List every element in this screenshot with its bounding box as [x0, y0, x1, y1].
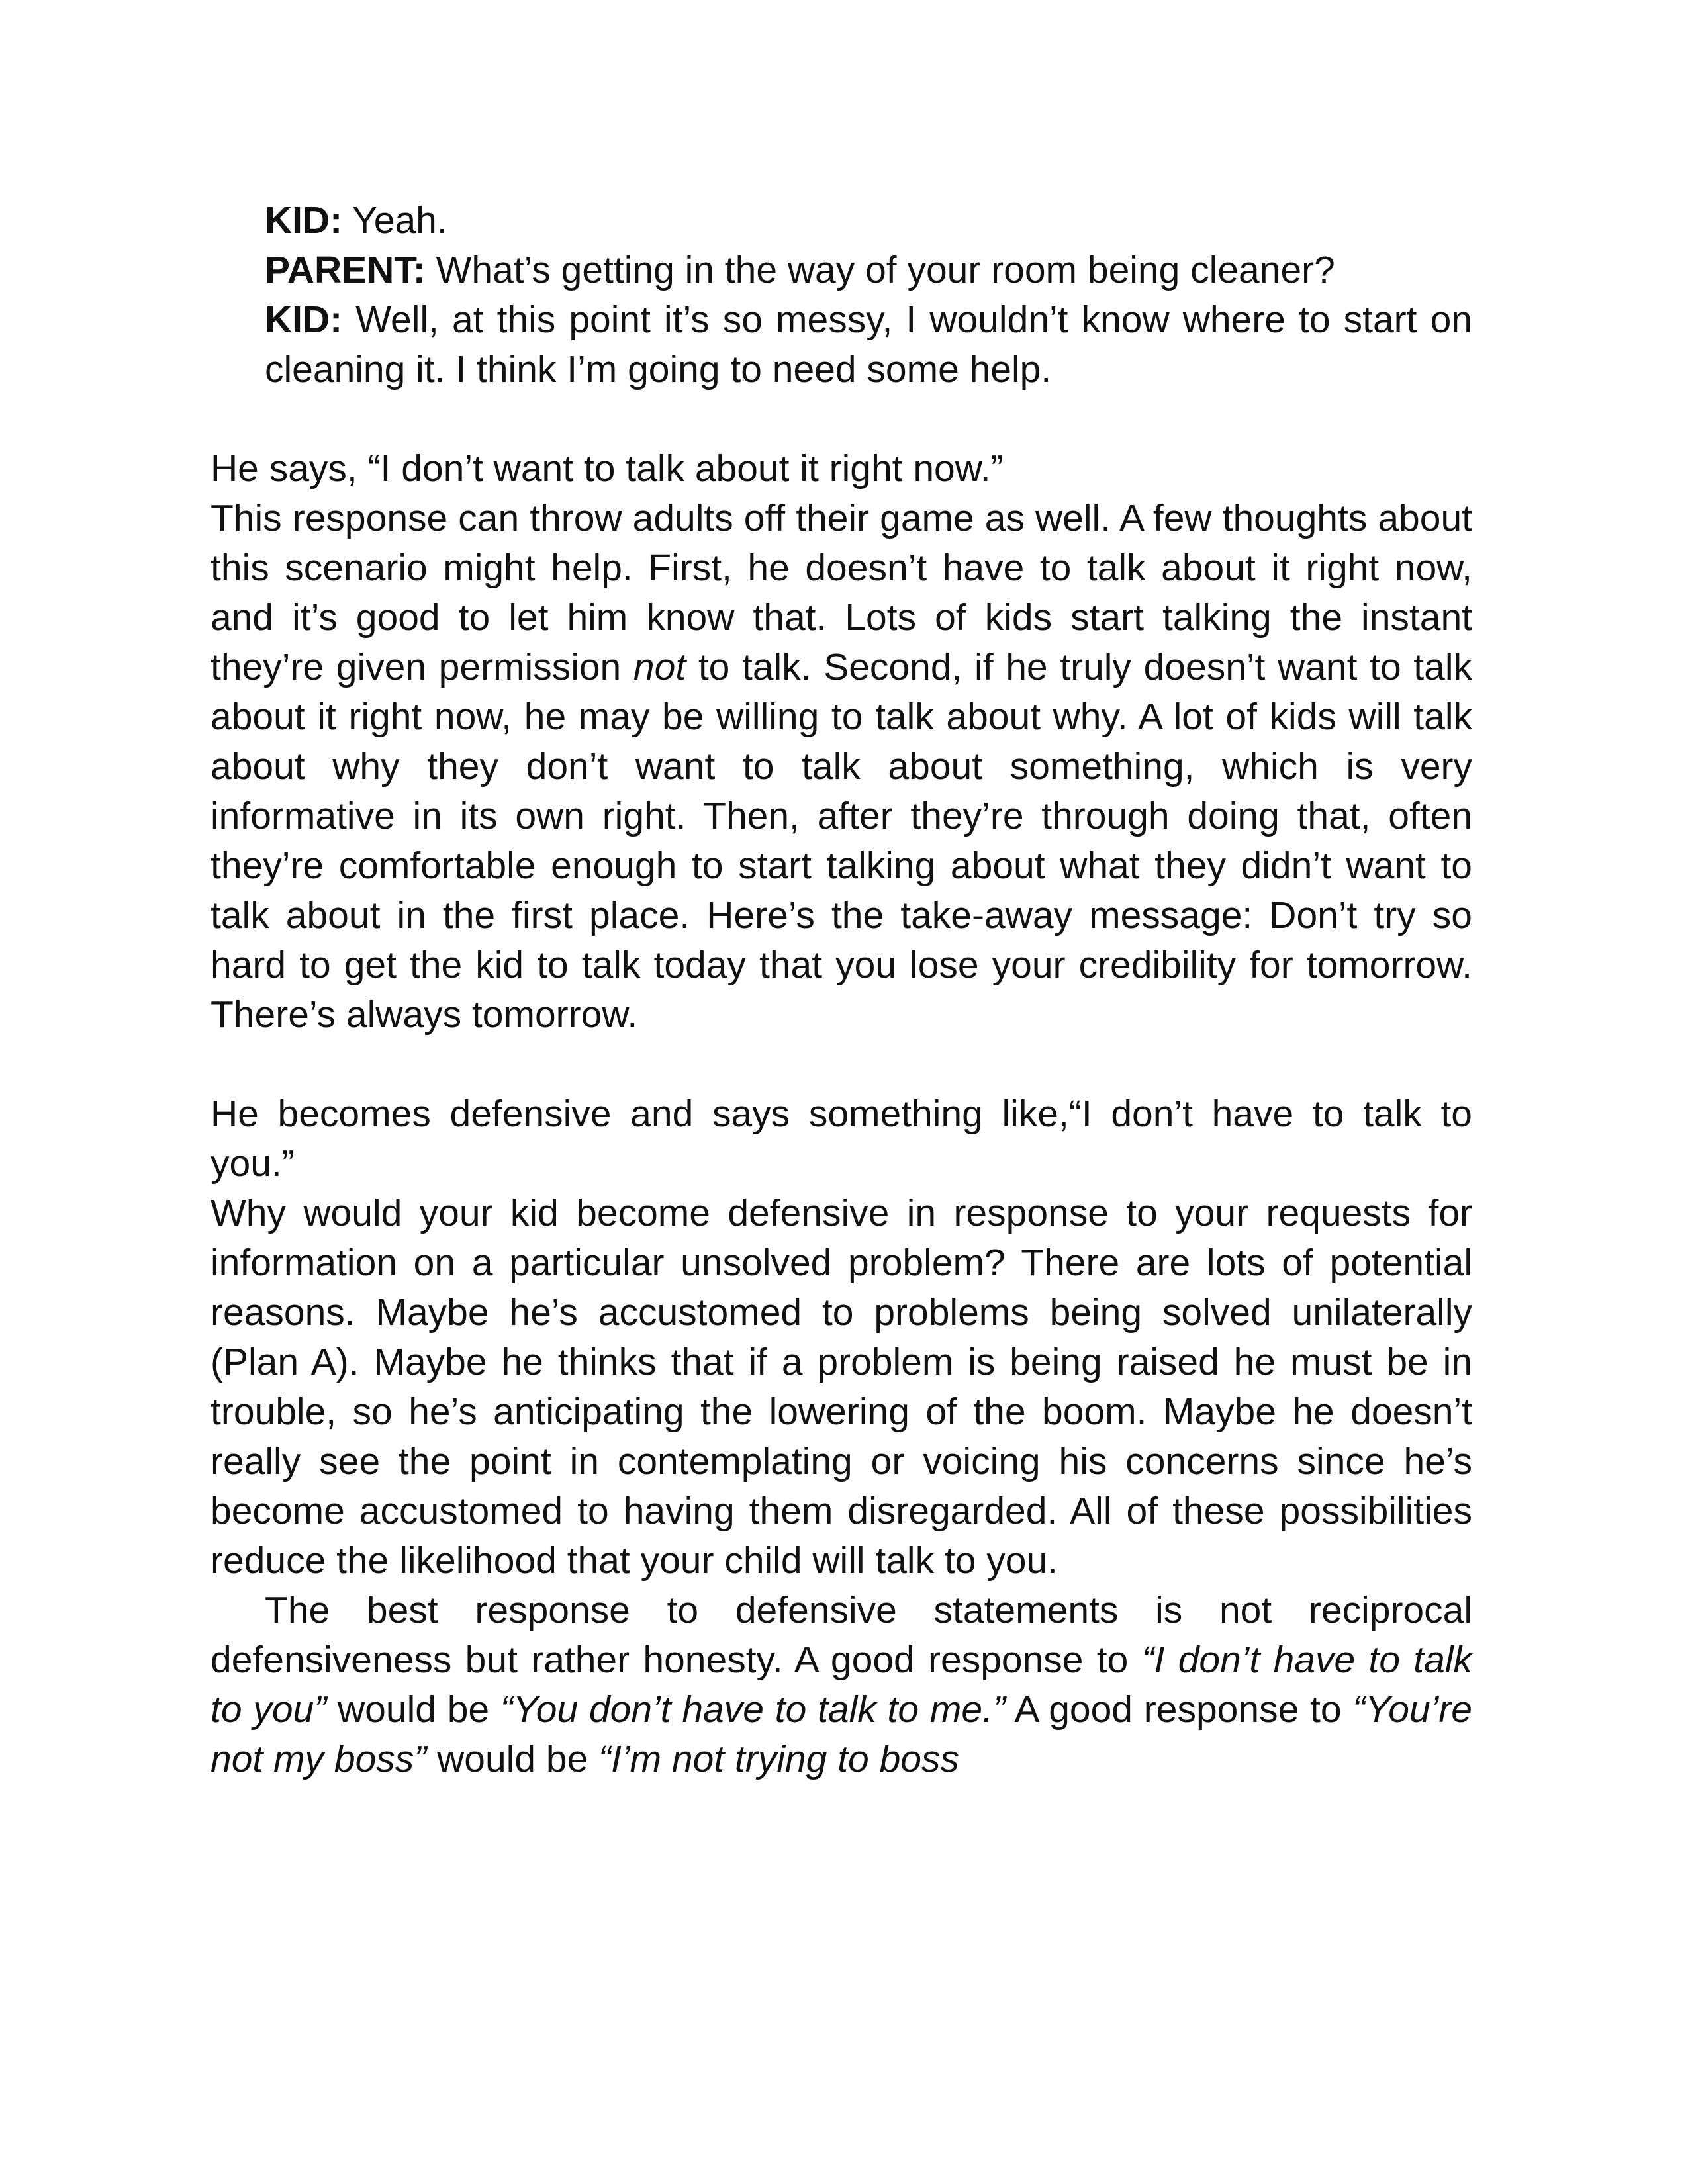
section-body-paragraph — [211, 1586, 1472, 1784]
document-page — [211, 196, 1472, 1784]
body-text: would be — [326, 1688, 500, 1731]
quoted-response: “I’m not trying to boss — [598, 1738, 959, 1780]
body-text: This response can throw adults off their game as well. A few thoughts about this scenario might help. First, he doesn’t have to talk about it right now, and it’s good to let him know that. Lots of kids start talking the instant they’re given permission — [211, 497, 1472, 688]
dialogue-line — [265, 196, 1472, 246]
dialogue-line — [265, 295, 1472, 394]
dialogue-text: What’s getting in the way of your room being cleaner? — [425, 249, 1335, 291]
body-text: The best response to defensive statements is not reciprocal defensiveness but rather honesty. A good response to — [211, 1589, 1472, 1681]
speaker-label: KID: — [265, 199, 343, 242]
body-text: to talk. Second, if he truly doesn’t want to talk about it right now, he may be willing to talk about why. A lot of kids will talk about why they don’t want to talk about something, which is very informative in its own right. Then, after they’re through doing that, often they’re comfortable enough to start talking about what they didn’t want to talk about in the first place. Here’s the take-away message: Don’t try so hard to get the kid to talk today that you lose your credibility for tomorrow. There’s always tomorrow. — [211, 646, 1473, 1036]
quoted-response: “You don’t have to talk to me.” — [500, 1688, 1006, 1731]
body-emphasis: not — [633, 646, 686, 688]
speaker-label: PARENT: — [265, 249, 426, 291]
body-text: A good response to — [1005, 1688, 1353, 1731]
dialogue-block — [265, 196, 1472, 394]
quoted-response: “You’re not my boss” — [211, 1688, 1472, 1780]
body-text: would be — [426, 1738, 599, 1780]
section-defensive — [211, 1089, 1472, 1784]
section-body: Why would your kid become defensive in response to your requests for information on a particular unsolved problem? There are lots of potential reasons. Maybe he’s accustomed to problems being solved unilaterally (Plan A). Maybe he thinks that if a problem is being raised he must be in trouble, so he’s anticipating the lowering of the boom. Maybe he doesn’t really see the point in contemplating or voicing his concerns since he’s become accustomed to having them disregarded. All of these possibilities reduce the likelihood that your child will talk to you. — [211, 1192, 1472, 1582]
section-heading: He becomes defensive and says something like,“I don’t have to talk to you.” — [211, 1093, 1472, 1185]
dialogue-text: Yeah. — [342, 199, 447, 242]
speaker-label: KID: — [265, 298, 343, 341]
quoted-response: “I don’t have to talk to you” — [211, 1639, 1472, 1731]
dialogue-text: Well, at this point it’s so messy, I wouldn’t know where to start on cleaning it. I think I’m going to need some help. — [265, 298, 1472, 390]
section-body — [211, 494, 1472, 1040]
dialogue-line — [265, 246, 1472, 295]
section-not-want-to-talk — [211, 444, 1472, 1040]
section-heading: He says, “I don’t want to talk about it right now.” — [211, 447, 1004, 490]
